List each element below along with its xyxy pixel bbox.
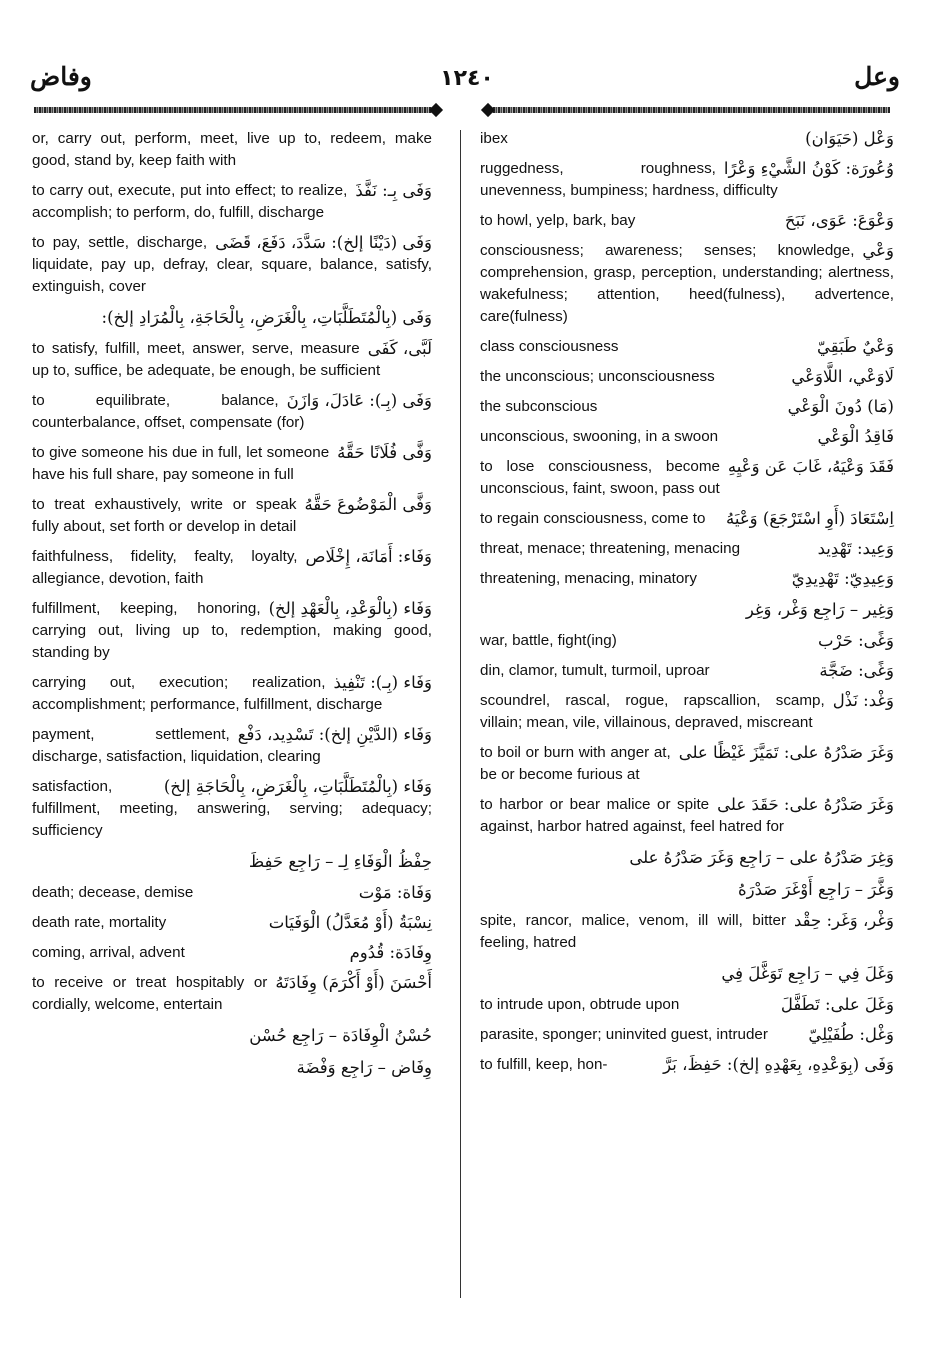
arabic-headword: فَقَدَ وَعْيَهُ، غَابَ عَن وَعْيِهِ xyxy=(727,457,894,476)
left-column xyxy=(32,128,432,1088)
dictionary-entry xyxy=(480,366,894,388)
dictionary-entry xyxy=(32,232,432,298)
arabic-headword: لَاوَعْي، اللَّاوَعْي xyxy=(791,367,894,386)
arabic-headword: وَفَاء (الدَّيْنِ إلخ): تَسْدِيد، دَفْع xyxy=(237,725,432,744)
english-definition: din, clamor, tumult, turmoil, uproar xyxy=(480,662,710,679)
arabic-headword: وَفَاء: أَمَانَة، إِخْلَاص xyxy=(305,547,432,566)
arabic-cross-reference: وَفَى (بِالْمُتَطَلَّبَاتِ، بِالْغَرَضِ، بِالْحَاجَةِ، بِالْمُرَادِ إلخ): xyxy=(101,308,432,327)
diamond-ornament-icon xyxy=(429,103,443,117)
arabic-headword: وَفَى بِـ: نَفَّذَ xyxy=(355,181,432,200)
english-definition: to fulfill, keep, hon- xyxy=(480,1056,608,1073)
english-definition: ruggedness, roughness, unevenness, bumpiness; hardness, difficulty xyxy=(480,160,778,199)
arabic-headword: وَعْيٌ طَبَقِيّ xyxy=(816,337,894,356)
dictionary-entry xyxy=(32,672,432,716)
arabic-headword: وَغْر، وَغَر: حِقْد xyxy=(794,911,894,930)
arabic-headword: وَفَاء (بِالْوَعْدِ، بِالْعَهْدِ إلخ) xyxy=(268,599,432,618)
arabic-headword: وَغًى: حَرْب xyxy=(818,631,894,650)
arabic-headword: وَغَرَ صَدْرُهُ على: تَمَيَّزَ غَيْظًا على xyxy=(678,743,894,762)
dictionary-entry xyxy=(480,240,894,328)
dictionary-entry xyxy=(32,882,432,904)
dictionary-entry xyxy=(480,742,894,786)
dictionary-entry xyxy=(32,776,432,842)
arabic-headword: فَاقِدُ الْوَعْي xyxy=(817,427,894,446)
arabic-headword: وَغَرَ صَدْرُهُ على: حَقَدَ على xyxy=(717,795,894,814)
diamond-ornament-icon xyxy=(481,103,495,117)
english-definition: unconscious, swooning, in a swoon xyxy=(480,428,719,445)
arabic-headword: لَبَّى، كَفَى xyxy=(367,339,432,358)
dictionary-entry xyxy=(32,942,432,964)
header-right-guide-word: وعل xyxy=(854,62,900,91)
english-definition: to give someone his due in full, let someone have his full share, pay someone in full xyxy=(32,444,330,483)
arabic-headword: وَعْي xyxy=(862,241,894,260)
dictionary-entry xyxy=(480,210,894,232)
english-definition: death; decease, demise xyxy=(32,884,194,901)
arabic-headword: وَفَّى فُلَانًا حَقَّهُ xyxy=(337,443,432,462)
arabic-headword: وَغًى: ضَجَّة xyxy=(819,661,894,680)
english-definition: to pay, settle, discharge, liquidate, pay up, defray, clear, square, balance, satisfy, extinguish, cover xyxy=(32,234,432,295)
dictionary-entry xyxy=(480,690,894,734)
arabic-cross-reference: حُسْنُ الْوِفَادَة – رَاجِع حُسْن xyxy=(249,1026,432,1045)
arabic-cross-reference: وِفَاض – رَاجِع وَفْضَة xyxy=(296,1058,432,1077)
english-definition: spite, rancor, malice, venom, ill will, bitter feeling, hatred xyxy=(480,912,787,951)
arabic-headword: وَفَاة: مَوْت xyxy=(358,883,432,902)
english-definition: scoundrel, rascal, rogue, rapscallion, scamp, villain; mean, vile, villainous, depraved, miscreant xyxy=(480,692,825,731)
arabic-cross-reference: وَغَّرَ – رَاجِع أَوْغَرَ صَدْرَهُ xyxy=(737,880,894,899)
arabic-headword: وَفَاء (بِـ): تَنْفِيذ xyxy=(333,673,432,692)
arabic-cross-reference: حِفْظُ الْوَفَاءِ لِـ – رَاجِع حَفِظَ xyxy=(248,852,432,871)
dictionary-entry xyxy=(480,794,894,838)
dictionary-entry xyxy=(480,538,894,560)
english-definition: carrying out, execution; realization, accomplishment; performance, fulfillment, discharge xyxy=(32,674,383,713)
english-definition: to treat exhaustively, write or speak fully about, set forth or develop in detail xyxy=(32,496,297,535)
dictionary-entry xyxy=(480,336,894,358)
arabic-headword: اِسْتَعَادَ (أَوِ اسْتَرْجَعَ) وَعْيَهُ xyxy=(726,509,894,528)
english-definition: class consciousness xyxy=(480,338,619,355)
dictionary-entry xyxy=(480,910,894,954)
english-definition: fulfillment, keeping, honoring, carrying out, living up to, redemption, making good, standing by xyxy=(32,600,432,661)
right-column xyxy=(480,128,894,1084)
english-definition: death rate, mortality xyxy=(32,914,167,931)
arabic-headword: وَفَى (بِـ): عَادَلَ، وَازَنَ xyxy=(286,391,432,410)
arabic-headword: أَحْسَنَ (أَوْ أَكْرَمَ) وِفَادَتَهُ xyxy=(275,973,432,992)
english-definition: to harbor or bear malice or spite against, harbor hatred against, feel hatred for xyxy=(480,796,784,835)
arabic-headword: وَعِيدِيّ: تَهْدِيدِيّ xyxy=(791,569,894,588)
dictionary-entry xyxy=(32,494,432,538)
column-divider xyxy=(460,130,461,1298)
english-definition: to intrude upon, obtrude upon xyxy=(480,996,680,1013)
dictionary-entry xyxy=(32,180,432,224)
dictionary-entry xyxy=(480,630,894,652)
dictionary-entry xyxy=(480,158,894,202)
english-definition: satisfaction, fulfillment, meeting, answering, serving; adequacy; sufficiency xyxy=(32,778,432,839)
english-definition: ibex xyxy=(480,130,508,147)
dictionary-entry xyxy=(32,442,432,486)
header-rule-left xyxy=(34,104,436,116)
dictionary-entry xyxy=(32,912,432,934)
arabic-headword: وَغَلَ على: تَطَفَّلَ xyxy=(780,995,894,1014)
arabic-headword: نِسْبَةُ (أَوْ مُعَدَّلُ) الْوَفَيَات xyxy=(268,913,432,932)
arabic-headword: وَغْد: نَذْل xyxy=(832,691,894,710)
arabic-cross-reference: وَغِرَ صَدْرُهُ على – رَاجِع وَغَرَ صَدْرُهُ على xyxy=(629,848,894,867)
arabic-cross-reference: وَغَلَ فِي – رَاجِع تَوَغَّلَ فِي xyxy=(721,964,894,983)
dictionary-entry xyxy=(480,1054,894,1076)
header-left-guide-word: وفاض xyxy=(30,62,92,91)
dictionary-entry xyxy=(32,338,432,382)
english-definition: threat, menace; threatening, menacing xyxy=(480,540,741,557)
english-definition: to regain consciousness, come to xyxy=(480,510,706,527)
dictionary-entry xyxy=(480,426,894,448)
dictionary-entry xyxy=(480,456,894,500)
dictionary-entry xyxy=(480,396,894,418)
english-definition: to carry out, execute, put into effect; to realize, accomplish; to perform, do, fulfill, discharge xyxy=(32,182,348,221)
english-definition: war, battle, fight(ing) xyxy=(480,632,617,649)
arabic-cross-reference: وَغِير – رَاجِع وَغْر، وَغِر xyxy=(745,600,894,619)
dictionary-entry xyxy=(480,128,894,150)
arabic-headword: وَفَى (بِوَعْدِهِ، بِعَهْدِهِ إلخ): حَفِظَ، بَرَّ xyxy=(663,1055,894,1074)
dictionary-entry xyxy=(480,660,894,682)
page-header xyxy=(30,62,904,102)
english-definition: consciousness; awareness; senses; knowledge, comprehension, grasp, perception, understanding; alertness, wakefulness; attention, heed(fulness), advertence, care(fulness) xyxy=(480,242,894,325)
english-definition: faithfulness, fidelity, fealty, loyalty, allegiance, devotion, faith xyxy=(32,548,298,587)
arabic-headword: وِفَادَة: قُدُوم xyxy=(349,943,432,962)
arabic-headword: وَفَى (دَيْنًا إلخ): سَدَّدَ، دَفَعَ، قَضَى xyxy=(215,233,432,252)
dictionary-entry xyxy=(32,972,432,1016)
dictionary-entry xyxy=(32,546,432,590)
dictionary-entry xyxy=(32,724,432,768)
continued-entry xyxy=(32,128,432,172)
arabic-headword: وَعِيد: تَهْدِيد xyxy=(817,539,894,558)
arabic-headword: (مَا) دُونَ الْوَعْي xyxy=(787,397,894,416)
header-rule-right xyxy=(488,104,890,116)
arabic-headword: وَعْل (حَيَوَان) xyxy=(805,129,894,148)
english-definition: the unconscious; unconsciousness xyxy=(480,368,715,385)
english-definition: parasite, sponger; uninvited guest, intruder xyxy=(480,1026,768,1043)
dictionary-entry xyxy=(480,508,894,530)
english-definition: to receive or treat hospitably or cordially, welcome, entertain xyxy=(32,974,268,1013)
page-number: ١٢٤٠ xyxy=(440,66,494,91)
arabic-headword: وُعُورَة: كَوْنُ الشَّيْءِ وَعْرًا xyxy=(723,159,894,178)
arabic-headword: وَفَّى الْمَوْضُوعَ حَقَّهُ xyxy=(304,495,432,514)
dictionary-entry xyxy=(480,1024,894,1046)
english-definition: coming, arrival, advent xyxy=(32,944,185,961)
english-definition: to howl, yelp, bark, bay xyxy=(480,212,636,229)
english-definition: to satisfy, fulfill, meet, answer, serve, measure up to, suffice, be adequate, be enough, be sufficient xyxy=(32,340,381,379)
arabic-headword: وَفَاء (بِالْمُتَطَلَّبَاتِ، بِالْغَرَضِ، بِالْحَاجَةِ إلخ) xyxy=(163,777,432,796)
dictionary-entry xyxy=(480,994,894,1016)
english-definition: or, carry out, perform, meet, live up to, redeem, make good, stand by, keep faith with xyxy=(32,130,432,169)
dictionary-entry xyxy=(480,568,894,590)
english-definition: to lose consciousness, become unconscious, faint, swoon, pass out xyxy=(480,458,720,497)
dictionary-entry xyxy=(32,390,432,434)
english-definition: threatening, menacing, minatory xyxy=(480,570,697,587)
english-definition: to equilibrate, balance, counterbalance, offset, compensate (for) xyxy=(32,392,305,431)
dictionary-entry xyxy=(32,598,432,664)
english-definition: the subconscious xyxy=(480,398,598,415)
arabic-headword: وَغْل: طُفَيْلِيّ xyxy=(808,1025,894,1044)
english-definition: to boil or burn with anger at, be or become furious at xyxy=(480,744,671,783)
arabic-headword: وَعْوَعَ: عَوَى، نَبَحَ xyxy=(784,211,894,230)
english-definition: payment, settlement, discharge, satisfaction, liquidation, clearing xyxy=(32,726,321,765)
